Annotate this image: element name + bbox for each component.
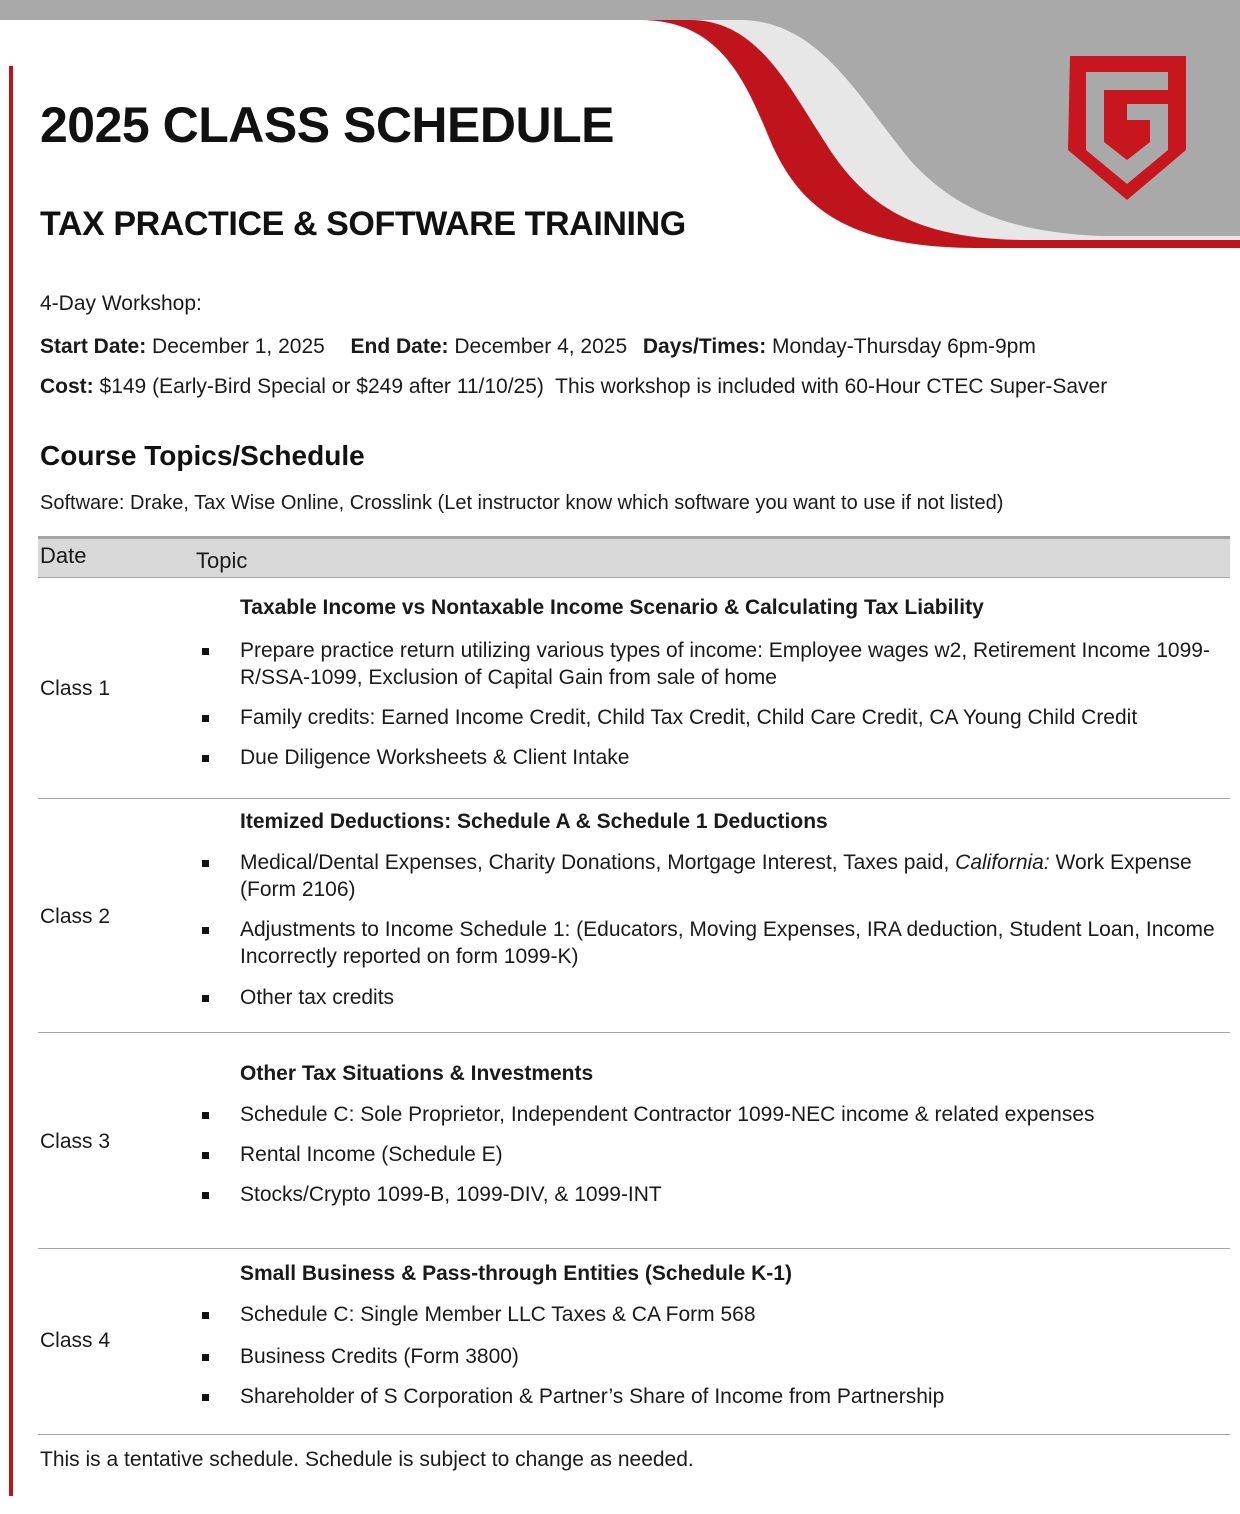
class-label: Class 4 [40,1329,111,1352]
list-item: Medical/Dental Expenses, Charity Donations, Mortgage Interest, Taxes paid, California: Work Expense (Form 2106) [202,849,1226,903]
start-date-value: December 1, 2025 [152,335,325,358]
page-subtitle: TAX PRACTICE & SOFTWARE TRAINING [40,205,686,243]
list-item: Due Diligence Worksheets & Client Intake [202,744,1226,771]
footer-note: This is a tentative schedule. Schedule is subject to change as needed. [40,1448,694,1471]
list-item: Business Credits (Form 3800) [202,1343,1226,1370]
column-header-date: Date [40,543,87,568]
bullet-icon [202,1152,209,1159]
header-top-band [0,0,1240,20]
cost-value: $149 (Early-Bird Special or $249 after 11/10/25) This workshop is included with 60-Hour CTEC Super-Saver [99,375,1108,398]
cost-label: Cost: [40,375,94,398]
workshop-label: 4-Day Workshop: [40,292,202,315]
column-header-topic: Topic [196,548,248,573]
bullet-icon [202,1192,209,1199]
bullet-icon [202,1394,209,1401]
bullet-icon [202,715,209,722]
class-label: Class 1 [40,677,111,700]
table-row-class-2 [38,799,1230,1033]
bullet-icon [202,927,209,934]
software-note: Software: Drake, Tax Wise Online, Crosslink (Let instructor know which software you want to use if not listed) [40,492,1004,514]
list-item: Prepare practice return utilizing various types of income: Employee wages w2, Retirement Income 1099-R/SSA-1099, Exclusion of Capital Gain from sale of home [202,637,1226,691]
bullet-icon [202,755,209,762]
bullet-icon [202,648,209,655]
course-topics-heading: Course Topics/Schedule [40,440,365,471]
page-title: 2025 CLASS SCHEDULE [40,97,614,153]
list-item: Schedule C: Single Member LLC Taxes & CA Form 568 [202,1301,1226,1328]
table-row-class-4 [38,1249,1230,1435]
table-row-class-1 [38,579,1230,799]
topic-heading: Small Business & Pass-through Entities (Schedule K-1) [240,1262,792,1285]
class-label: Class 2 [40,905,111,928]
list-item: Adjustments to Income Schedule 1: (Educators, Moving Expenses, IRA deduction, Student Loan, Income Incorrectly reported on form 1099-K) [202,916,1226,970]
workshop-cost-line [40,375,1107,399]
list-item: Schedule C: Sole Proprietor, Independent Contractor 1099-NEC income & related expenses [202,1101,1226,1128]
table-row-class-3 [38,1033,1230,1249]
list-item: Stocks/Crypto 1099-B, 1099-DIV, & 1099-INT [202,1181,1226,1208]
bullet-icon [202,995,209,1002]
days-times-label: Days/Times: [642,335,767,358]
bullet-icon [202,1112,209,1119]
topic-heading: Taxable Income vs Nontaxable Income Scenario & Calculating Tax Liability [240,596,984,619]
class-label: Class 3 [40,1130,111,1153]
left-accent-rule [9,66,13,1496]
list-item: Rental Income (Schedule E) [202,1141,1226,1168]
end-date-value: December 4, 2025 [454,335,628,358]
list-item: Shareholder of S Corporation & Partner’s Share of Income from Partnership [202,1383,1226,1410]
bullet-icon [202,1312,209,1319]
list-item: Family credits: Earned Income Credit, Child Tax Credit, Child Care Credit, CA Young Child Credit [202,704,1226,731]
workshop-dates-line [40,335,1036,359]
table-header-row [38,536,1230,578]
bullet-icon [202,1354,209,1361]
end-date-label: End Date: [350,335,449,358]
topic-heading: Other Tax Situations & Investments [240,1062,594,1085]
days-times-value: Monday-Thursday 6pm-9pm [772,335,1036,358]
bullet-icon [202,860,209,867]
topic-heading: Itemized Deductions: Schedule A & Schedule 1 Deductions [240,810,828,833]
start-date-label: Start Date: [40,335,147,358]
list-item: Other tax credits [202,984,1226,1011]
